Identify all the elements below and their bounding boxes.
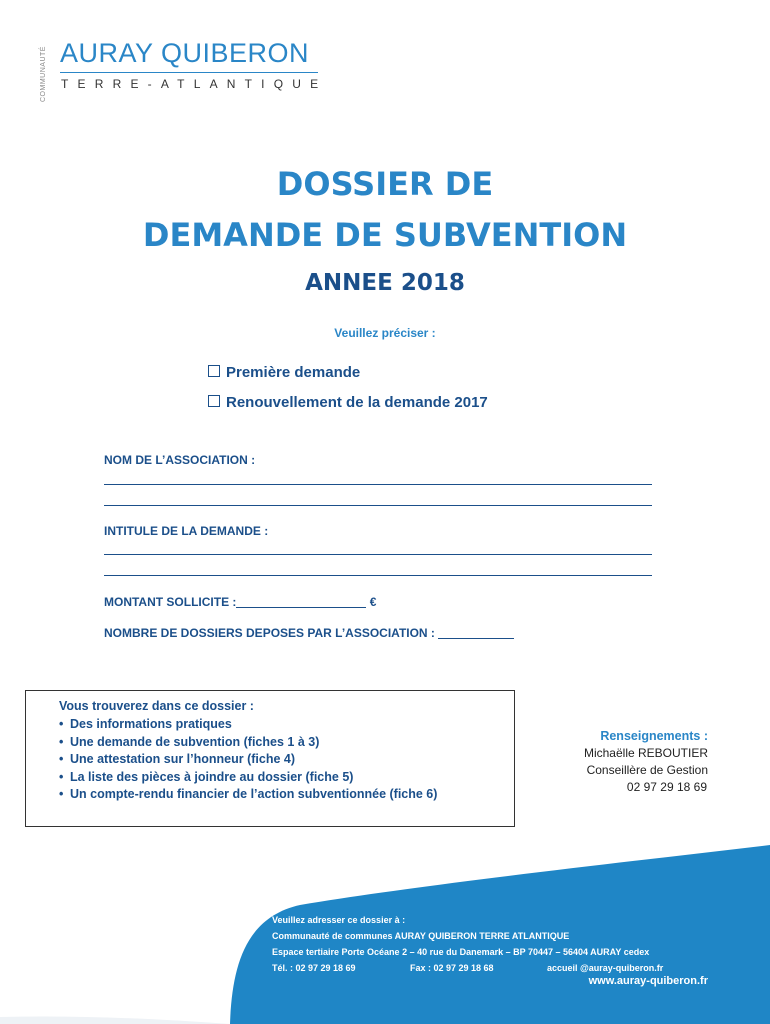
option-label: Renouvellement de la demande 2017: [226, 394, 488, 411]
request-title-line-2[interactable]: [104, 575, 652, 576]
footer-address: Espace tertiaire Porte Océane 2 – 40 rue du Danemark – BP 70447 – 56404 AURAY cedex: [272, 947, 650, 957]
footer-address-block: [272, 912, 663, 976]
contents-box: [25, 690, 515, 827]
contact-role: Conseillère de Gestion: [586, 763, 708, 777]
logo-subtitle: TERRE-ATLANTIQUE: [61, 77, 328, 91]
option-renewal[interactable]: [208, 394, 488, 411]
contact-name: Michaëlle REBOUTIER: [583, 746, 708, 760]
amount-field[interactable]: [236, 607, 366, 608]
amount-row: [104, 595, 376, 609]
footer-tel: Tél. : 02 97 29 18 69: [272, 963, 356, 973]
dossiers-count-label: NOMBRE DE DOSSIERS DEPOSES PAR L’ASSOCIATION :: [104, 626, 435, 640]
bullet-icon: •: [59, 787, 64, 802]
option-first-request[interactable]: [208, 364, 360, 381]
list-item: • Des informations pratiques: [59, 716, 437, 734]
dossiers-count-field[interactable]: [438, 638, 514, 639]
bullet-icon: •: [59, 717, 64, 731]
title-line-2: DEMANDE DE SUBVENTION: [142, 216, 628, 254]
request-title-label: INTITULE DE LA DEMANDE :: [104, 524, 269, 538]
title-line-1: DOSSIER DE: [276, 165, 494, 203]
bullet-icon: •: [59, 734, 64, 749]
logo-name: AURAY QUIBERON: [60, 38, 310, 68]
list-item: • Un compte-rendu financier de l’action subventionnée (fiche 6): [59, 786, 437, 804]
list-item: • Une attestation sur l’honneur (fiche 4): [59, 751, 437, 769]
amount-label: MONTANT SOLLICITE :: [104, 595, 237, 609]
title-year: ANNEE 2018: [305, 270, 465, 296]
contact-block: [584, 728, 708, 796]
logo-divider: [60, 72, 318, 73]
dossiers-count-row: [104, 626, 514, 640]
list-item: • La liste des pièces à joindre au dossier (fiche 5): [59, 769, 437, 787]
request-title-line-1[interactable]: [104, 554, 652, 555]
contents-list: [59, 716, 437, 804]
contents-heading: Vous trouverez dans ce dossier :: [59, 699, 254, 713]
footer-org: Communauté de communes AURAY QUIBERON TERRE ATLANTIQUE: [272, 931, 570, 941]
association-name-line-2[interactable]: [104, 505, 652, 506]
bullet-icon: •: [59, 752, 64, 767]
footer-fax: Fax : 02 97 29 18 68: [410, 963, 494, 973]
footer-email[interactable]: accueil @auray-quiberon.fr: [547, 963, 664, 973]
checkbox-icon[interactable]: [208, 395, 220, 407]
checkbox-icon[interactable]: [208, 365, 220, 377]
request-type-prompt: Veuillez préciser :: [334, 326, 436, 340]
footer-intro: Veuillez adresser ce dossier à :: [272, 915, 406, 925]
logo-vertical-text: COMMUNAUTÉ: [40, 46, 47, 102]
footer-website-link[interactable]: www.auray-quiberon.fr: [588, 975, 708, 987]
footer-contacts-row: [272, 960, 663, 976]
currency-symbol: €: [369, 595, 377, 609]
contact-heading: Renseignements :: [600, 729, 708, 743]
contact-phone: 02 97 29 18 69: [626, 780, 707, 794]
association-name-label: NOM DE L’ASSOCIATION :: [104, 453, 256, 467]
association-name-line-1[interactable]: [104, 484, 652, 485]
list-item: • Une demande de subvention (fiches 1 à 3): [59, 734, 437, 752]
option-label: Première demande: [226, 364, 361, 381]
bullet-icon: •: [59, 769, 64, 784]
